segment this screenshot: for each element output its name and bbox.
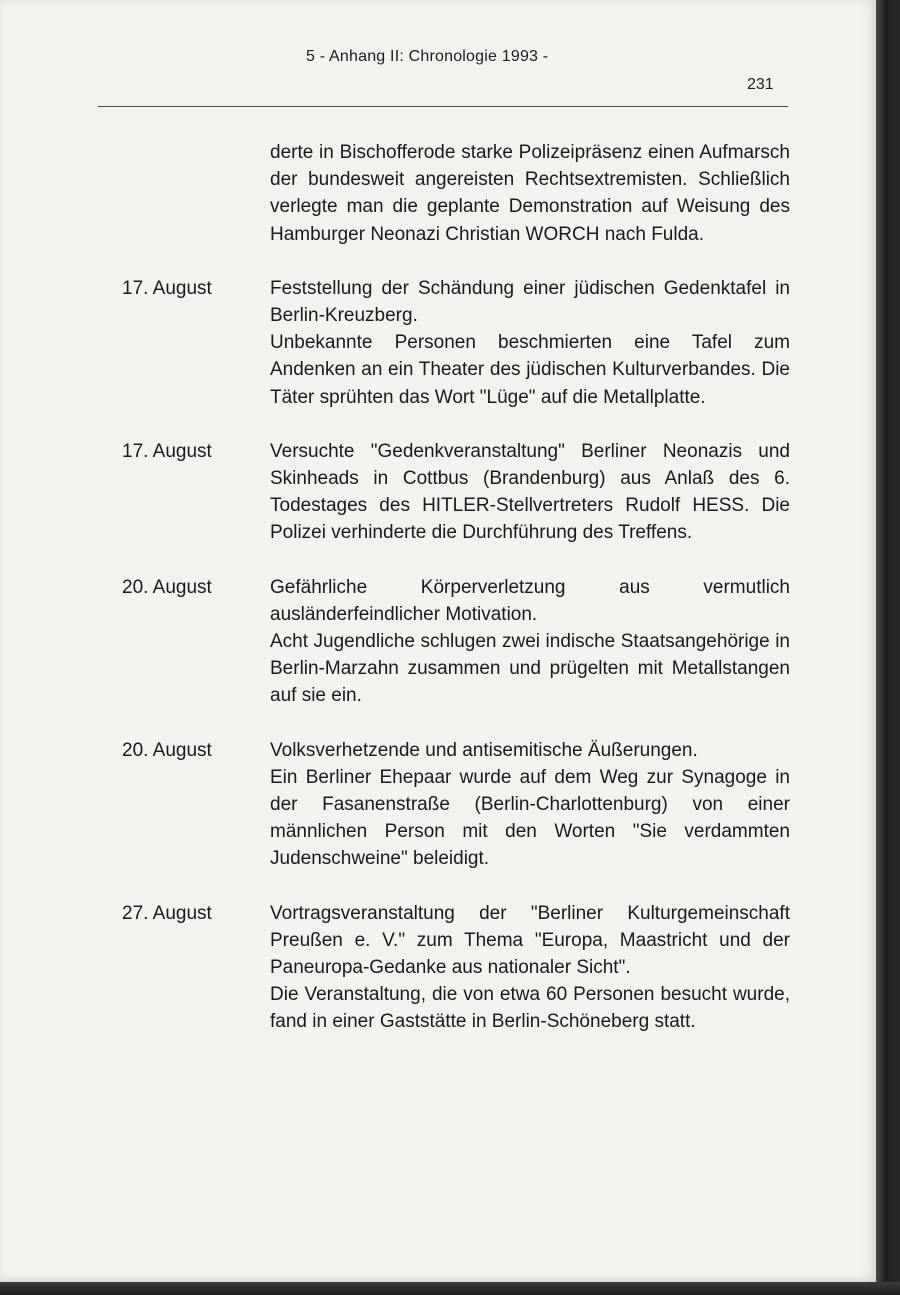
entry-body — [270, 275, 790, 411]
entry-date: 20. August — [122, 576, 212, 598]
book-bottom-edge — [0, 1282, 900, 1295]
entry-paragraph: Gefährliche Körperverletzung aus vermutlich ausländerfeindlicher Motivation. — [270, 576, 790, 625]
entry-paragraph: Die Veranstaltung, die von etwa 60 Personen besucht wurde, fand in einer Gaststätte in Berlin-Schöneberg statt. — [270, 984, 790, 1033]
entry-date: 20. August — [122, 739, 212, 761]
entry-body — [270, 737, 790, 873]
chronology-entry — [0, 438, 876, 547]
entry-body — [270, 438, 790, 547]
entry-paragraph: Vortragsveranstaltung der "Berliner Kulturgemeinschaft Preußen e. V." zum Thema "Europa, Maastricht und der Paneuropa-Gedanke aus nationaler Sicht". — [270, 902, 790, 979]
entry-date: 17. August — [122, 277, 212, 299]
entry-body — [270, 900, 790, 1036]
chronology-entry — [0, 900, 876, 1036]
entry-paragraph: Unbekannte Personen beschmierten eine Tafel zum Andenken an ein Theater des jüdischen Kulturverbandes. Die Täter sprühten das Wort "Lüge" auf die Metallplatte. — [270, 332, 790, 408]
page-number: 231 — [747, 76, 774, 93]
chronology-content — [0, 139, 876, 1036]
entry-paragraph: Volksverhetzende und antisemitische Äußerungen. — [270, 739, 698, 761]
entry-body — [270, 574, 790, 710]
header-divider — [98, 106, 788, 107]
entry-date: 27. August — [122, 902, 212, 924]
chronology-entry — [0, 737, 876, 873]
chronology-entry — [0, 574, 876, 710]
entry-body — [270, 139, 790, 248]
entry-paragraph: Acht Jugendliche schlugen zwei indische Staatsangehörige in Berlin-Marzahn zusammen und prügelten mit Metallstangen auf sie ein. — [270, 631, 790, 707]
book-spine-edge — [876, 0, 900, 1295]
entry-paragraph: derte in Bischofferode starke Polizeipräsenz einen Aufmarsch der bundesweit angereisten Rechtsextremisten. Schließlich verlegte man die geplante Demonstration auf Weisung des Hamburger Neonazi Christian WORCH nach Fulda. — [270, 142, 790, 245]
entry-paragraph: Versuchte "Gedenkveranstaltung" Berliner Neonazis und Skinheads in Cottbus (Brandenburg) aus Anlaß des 6. Todestages des HITLER-Stellvertreters Rudolf HESS. Die Polizei verhinderte die Durchführung des Treffens. — [270, 440, 790, 544]
entry-date: 17. August — [122, 440, 212, 462]
running-title: 5 - Anhang II: Chronologie 1993 - — [306, 48, 549, 65]
chronology-entry — [0, 275, 876, 411]
entry-paragraph: Ein Berliner Ehepaar wurde auf dem Weg zur Synagoge in der Fasanenstraße (Berlin-Charlottenburg) von einer männlichen Person mit den Worten "Sie verdammten Judenschweine" beleidigt. — [270, 766, 790, 870]
continuation-entry — [0, 139, 876, 248]
entry-paragraph: Feststellung der Schändung einer jüdischen Gedenktafel in Berlin-Kreuzberg. — [270, 277, 790, 327]
